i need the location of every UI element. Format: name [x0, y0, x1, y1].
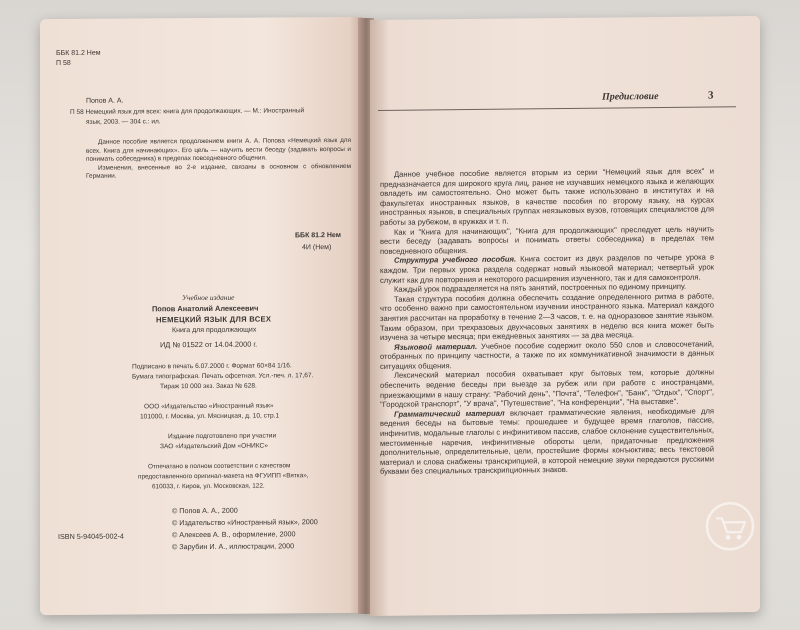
copyright-1: © Попов А. А., 2000: [172, 505, 238, 516]
annotation-para-1: Данное пособие является продолжением книги А. А. Попова «Немецкий язык для всех. Книга для начинающих». Его цель — научить вести беседу (задавать вопросы и понимать собеседника) в пределах повседневного общения.: [86, 136, 351, 163]
index-top: П 58: [56, 59, 71, 68]
paragraph-6: Языковой материал. Учебное пособие содержит около 550 слов и словосочетаний, отобранных по принципу частности, а также по их коммуникативной значимости в данных ситуациях общения.: [380, 339, 714, 371]
bbk-top: ББК 81.2 Нем: [56, 49, 101, 58]
print-info-1: Подписано в печать 6.07.2000 г. Формат 60×84 1/16.: [132, 362, 292, 371]
shopping-cart-watermark-icon: [704, 500, 756, 553]
annotation-para-2: Изменения, внесенные во 2-е издание, связаны в основном с обновлением Германии.: [86, 162, 351, 181]
printer-1: Отпечатано в полном соответствии с качеством: [148, 462, 291, 471]
copyright-2: © Издательство «Иностранный язык», 2000: [172, 517, 318, 528]
book-subtitle: Книга для продолжающих: [172, 326, 257, 335]
paragraph-8: Грамматический материал включает грамматические явления, необходимые для ведения беседы на бытовые темы: прошедшее и будущее время глаголов, пассив, инфинитив, модальные глаголы с инфинитивом пассив, слабое склонение существительных, местоименные наречия, инфинитивные обороты цели, придаточные предложения дополнительные, определительные, цели, простейшие формы конъюктива; весь текстовой материал и слова снабжены транскрипцией, в которой немецкие звуки передаются русскими буквами без специальных транскрипционных знаков.: [380, 406, 714, 477]
book-title: НЕМЕЦКИЙ ЯЗЫК ДЛЯ ВСЕХ: [156, 314, 272, 325]
copyright-4: © Зарубин И. А., иллюстрации, 2000: [172, 541, 295, 552]
copublisher-1: Издание подготовлено при участии: [168, 432, 277, 441]
annotation: [86, 137, 351, 182]
catalog-line-2: язык, 2003. — 304 с.: ил.: [86, 118, 161, 126]
right-page-preface: [370, 16, 760, 616]
printer-3: 610033, г. Киров, ул. Московская, 122.: [152, 482, 265, 491]
edition-type: Учебное издание: [182, 292, 235, 303]
copyright-3: © Алексеев А. В., оформление, 2000: [172, 529, 296, 540]
paragraph-1: Данное учебное пособие является вторым из серии "Немецкий язык для всех" и предназначается для широкого круга лиц, ранее не изучавших немецкого языка и желающих овладеть им самостоятельно. Оно может быть также использовано в институтах и на факультетах иностранных языков, в качестве пособия по второму языку, на курсах иностранных языков, в специальных группах неязыковых вузов, готовящих специалистов для работы за рубежом, в кружках и т. п.: [380, 166, 714, 227]
paragraph-5: Такая структура пособия должна обеспечить создание определенного ритма в работе, что особенно важно при самостоятельном изучении иностранного языка. Материал каждого занятия рассчитан на проработку в течение 2—3 часов, т. е. на одноразовое занятие языком. Таким образом, при трехразовых двухчасовых занятиях в неделю вся книга может быть изучена за четыре месяца; при ежедневных занятиях — за два месяца.: [380, 291, 714, 343]
page-number: 3: [708, 89, 714, 102]
printer-2: предоставленного оригинал-макета на ФГУИПП «Вятка»,: [138, 472, 309, 481]
copublisher-2: ЗАО «Издательский Дом «ОНИКС»: [160, 442, 268, 451]
publisher-2: 101000, г. Москва, ул. Мясницкая, д. 10, стр.1: [140, 412, 280, 421]
publisher-1: ООО «Издательство «Иностранный язык»: [144, 402, 274, 411]
print-info-2: Бумага типографская. Печать офсетная. Усл.-печ. л. 17,67.: [132, 372, 314, 381]
author-name: Попов Анатолий Алексеевич: [152, 303, 259, 314]
preface-header: Предисловие: [602, 91, 659, 103]
left-page-imprint: [40, 17, 362, 615]
paragraph-3: Структура учебного пособия. Книга состоит из двух разделов по четыре урока в каждом. Три первых урока раздела содержат новый языковой материал; четвертый урок служит как для повторения и некоторого расширения изученного, так и для самоконтроля.: [380, 252, 714, 285]
open-book: [40, 18, 760, 614]
print-info-3: Тираж 10 000 экз. Заказ № 628.: [160, 382, 257, 391]
isbn: ISBN 5-94045-002-4: [58, 531, 124, 541]
preface-body: [380, 166, 714, 476]
author-entry: Попов А. А.: [86, 97, 124, 105]
paragraph-4: Каждый урок подразделяется на пять занятий, построенных по единому принципу.: [394, 281, 687, 294]
catalog-line-1: П 58 Немецкий язык для всех: книга для продолжающих. — М.: Иностранный: [70, 107, 305, 116]
bbk-bottom: ББК 81.2 Нем: [295, 232, 341, 240]
paragraph-2: Как и "Книга для начинающих", "Книга для продолжающих" преследует цель научить вести беседу (задавать вопросы и понимать ответы собеседника) в пределах тем повседневного общения.: [380, 224, 714, 256]
license: ИД № 01522 от 14.04.2000 г.: [160, 339, 258, 350]
index-bottom: 4И (Нем): [302, 244, 332, 252]
paragraph-7: Лексический материал пособия охватывает круг бытовых тем, которые должны обеспечить ведение беседы при выезде за рубеж или при работе с иностранцами, приезжающими в нашу страну: "Рабочий день", "Почта", "Телефон", "Банк", "Отдых", "Спорт", "Городской транспорт", "У врача", "Путешествие", "На конференции", "На выставке".: [380, 367, 714, 410]
header-rule: [378, 106, 736, 111]
